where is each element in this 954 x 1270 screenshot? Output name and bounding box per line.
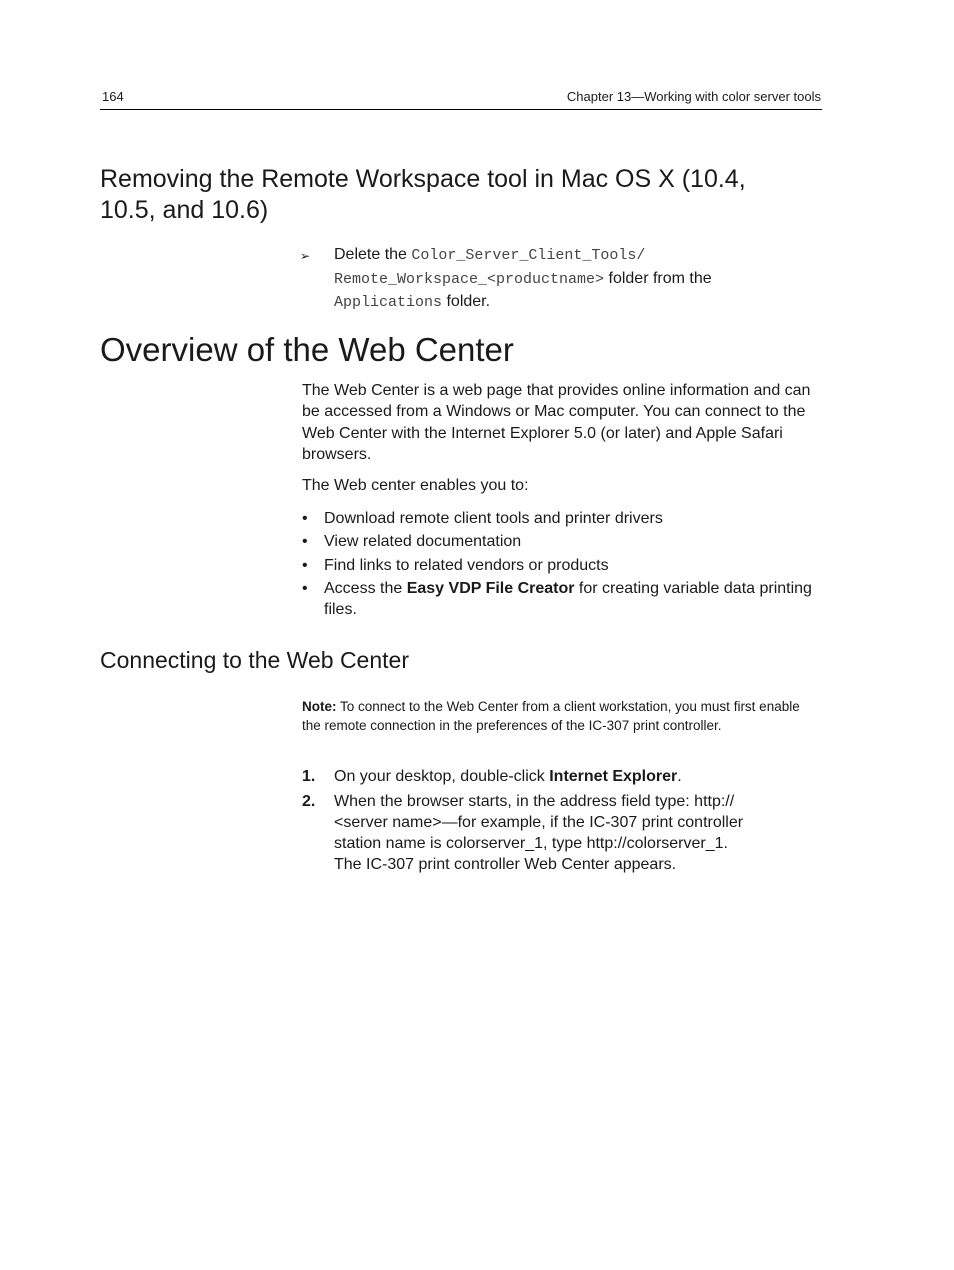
step-text: station name is colorserver_1, type http://colorserver_1. xyxy=(334,835,728,852)
list-item xyxy=(302,555,822,576)
list-item-text: for creating variable data printing files. xyxy=(324,580,812,619)
step-number: 2. xyxy=(302,793,316,810)
arrow-bullet-icon: ➢ xyxy=(300,249,311,263)
folder-path-part1: Color_Server_Client_Tools/ xyxy=(411,247,646,264)
list-item-text: Access the xyxy=(324,580,407,598)
remove-step-text xyxy=(334,244,824,315)
list-item xyxy=(302,531,822,552)
list-item xyxy=(302,508,822,529)
bullet-icon: • xyxy=(302,556,308,574)
step-result: The IC-307 print controller Web Center appears. xyxy=(334,856,677,873)
remove-section-heading: Removing the Remote Workspace tool in Mac OS X (10.4, 10.5, and 10.6) xyxy=(100,165,746,224)
overview-heading: Overview of the Web Center xyxy=(100,331,514,368)
step-text-mid: folder from the xyxy=(604,269,712,287)
step-item xyxy=(302,791,822,875)
step-text: On your desktop, double-click xyxy=(334,768,550,785)
connection-note xyxy=(302,697,822,735)
step-text: <server name>—for example, if the IC-307 print controller xyxy=(334,814,744,831)
folder-path-part2: Remote_Workspace_<productname> xyxy=(334,270,605,288)
note-label: Note: xyxy=(302,699,337,714)
bullet-icon: • xyxy=(302,580,308,598)
step-item xyxy=(302,766,822,787)
list-item-text: Download remote client tools and printer drivers xyxy=(324,510,663,527)
step-text: When the browser starts, in the address field type: http:// xyxy=(334,793,735,810)
step-text-pre: Delete the xyxy=(334,246,412,263)
overview-lead: The Web center enables you to: xyxy=(302,477,529,494)
list-item xyxy=(302,578,822,621)
feature-list xyxy=(302,508,822,623)
step-number: 1. xyxy=(302,768,316,785)
bullet-icon: • xyxy=(302,510,308,527)
connecting-heading: Connecting to the Web Center xyxy=(100,647,409,673)
easy-vdp-label: Easy VDP File Creator xyxy=(406,580,575,598)
internet-explorer-label: Internet Explorer xyxy=(549,768,678,785)
note-text: To connect to the Web Center from a client workstation, you must first enable the remote connection in the preferences of the IC-307 print controller. xyxy=(302,699,800,733)
step-text: . xyxy=(677,768,682,785)
list-item-text: Find links to related vendors or products xyxy=(324,556,609,574)
step-text-post: folder. xyxy=(442,293,491,310)
page-header xyxy=(100,88,822,110)
overview-intro: The Web Center is a web page that provides online information and can be accessed from a Windows or Mac computer. You can connect to the Web Center with the Internet Explorer 5.0 (or later) and Apple Safari browsers. xyxy=(302,382,811,463)
page-number: 164 xyxy=(102,89,124,104)
list-item-text: View related documentation xyxy=(324,533,522,551)
bullet-icon: • xyxy=(302,533,308,551)
applications-folder: Applications xyxy=(334,294,443,311)
connect-steps xyxy=(302,766,822,879)
chapter-title: Chapter 13—Working with color server tools xyxy=(566,89,821,104)
